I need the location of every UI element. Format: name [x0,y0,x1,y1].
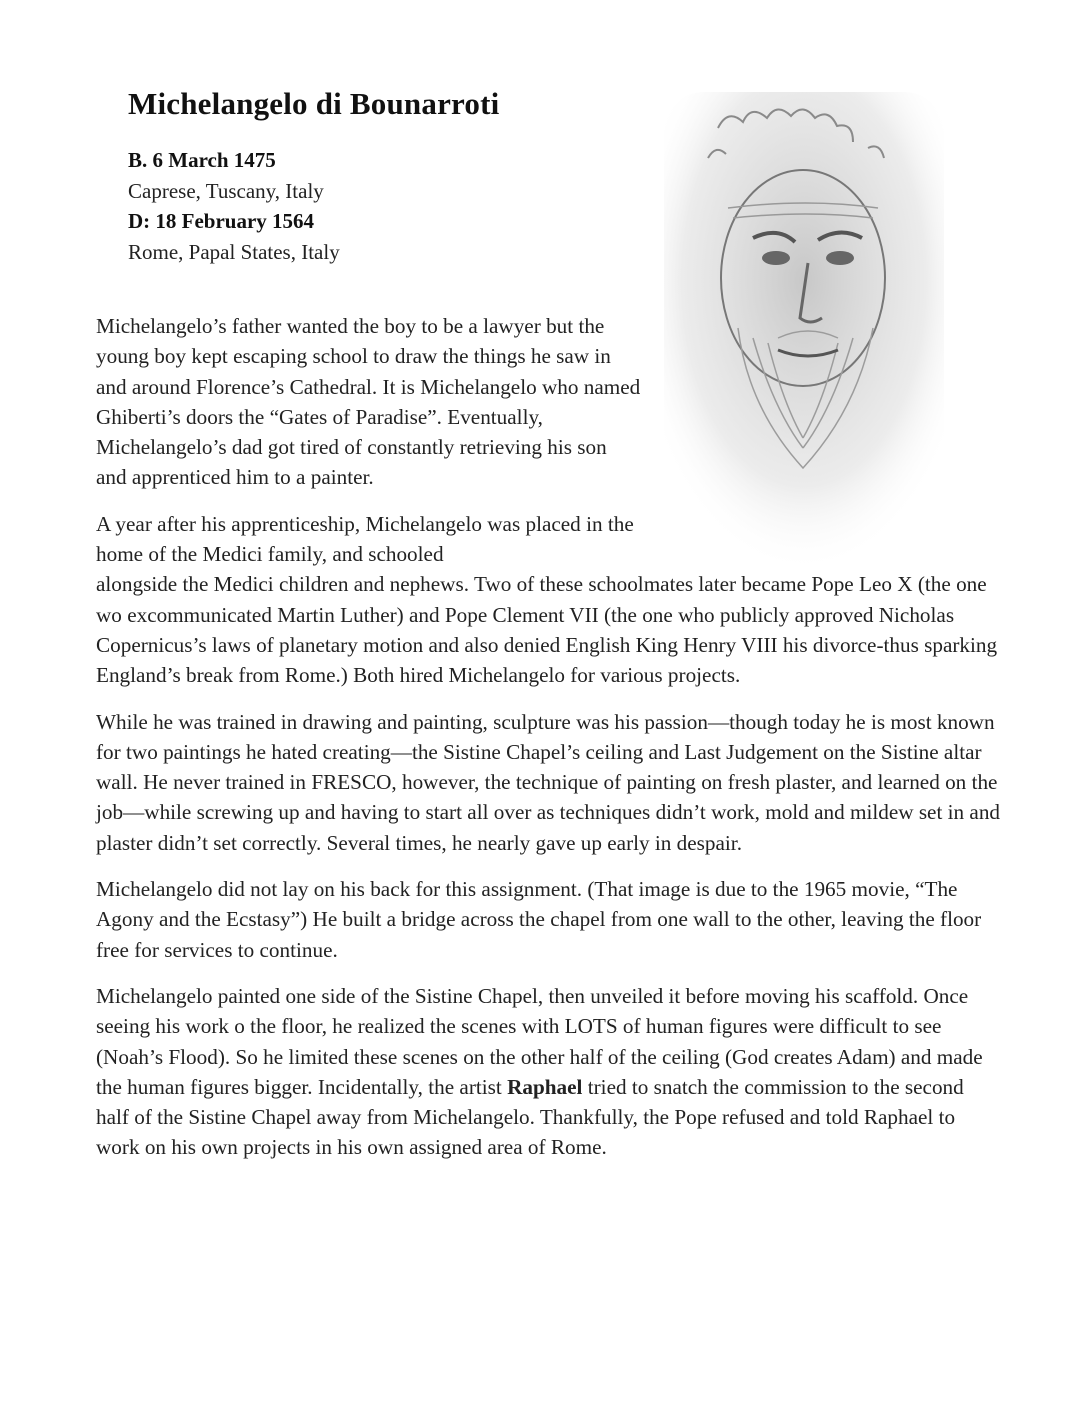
death-place: Rome, Papal States, Italy [128,239,340,264]
paragraph-bridge: Michelangelo did not lay on his back for this assignment. (That image is due to the 1965 movie, “The Agony and the Ecstasy”) He built a bridge across the chapel from one wall to the other, leaving the floor free for services to continue. [96,877,982,962]
body-text [96,311,1001,1179]
bio-block [128,145,340,267]
birth-date: B. 6 March 1475 [128,148,276,172]
page-title: Michelangelo di Bounarroti [128,86,500,121]
paragraph-medici [96,509,1001,691]
raphael-name: Raphael [507,1074,583,1099]
birth-place: Caprese, Tuscany, Italy [128,178,324,203]
paragraph-raphael-start: Michelangelo painted one side of the Sistine Chapel, then unveiled it before moving his scaffold. Once seeing his work o the floor, he realized the scenes with LOTS of human figures were difficult to see (Noah’s Flood). So he limited these scenes on the other half of the ceiling (God creates Adam) and made the human figures bigger. Incidentally, the artist [96,983,983,1099]
paragraph-medici-intro: A year after his apprenticeship, Michelangelo was placed in the home of the Medici family, and schooled [96,511,634,567]
death-date: D: 18 February 1564 [128,209,315,233]
paragraph-raphael [96,981,1001,1163]
paragraph-medici-rest: alongside the Medici children and nephews. Two of these schoolmates later became Pope Leo X (the one wo excommunicated Martin Luther) and Pope Clement VII (the one who publicly approved Nicholas Copernicus’s laws of planetary motion and also denied English King Henry VIII his divorce-thus sparking England’s break from Rome.) Both hired Michelangelo for various projects. [96,572,998,688]
paragraph-childhood: Michelangelo’s father wanted the boy to be a lawyer but the young boy kept escaping school to draw the things he saw in and around Florence’s Cathedral. It is Michelangelo who named Ghiberti’s doors the “Gates of Paradise”. Eventually, Michelangelo’s dad got tired of constantly retrieving his son and apprenticed him to a painter. [96,314,641,490]
paragraph-fresco: While he was trained in drawing and painting, sculpture was his passion—though today he is most known for two paintings he hated creating—the Sistine Chapel’s ceiling and Last Judgement on the Sistine altar wall. He never trained in FRESCO, however, the technique of painting on fresh plaster, and learned on the job—while screwing up and having to start all over as techniques didn’t work, mold and mildew set in and plaster didn’t set correctly. Several times, he nearly gave up early in despair. [96,709,1001,855]
paragraph-raphael-end: tried to snatch the commission to the second half of the Sistine Chapel away from Michelangelo. Thankfully, the Pope refused and told Raphael to work on his own projects in his own assigned area of Rome. [96,1074,964,1160]
